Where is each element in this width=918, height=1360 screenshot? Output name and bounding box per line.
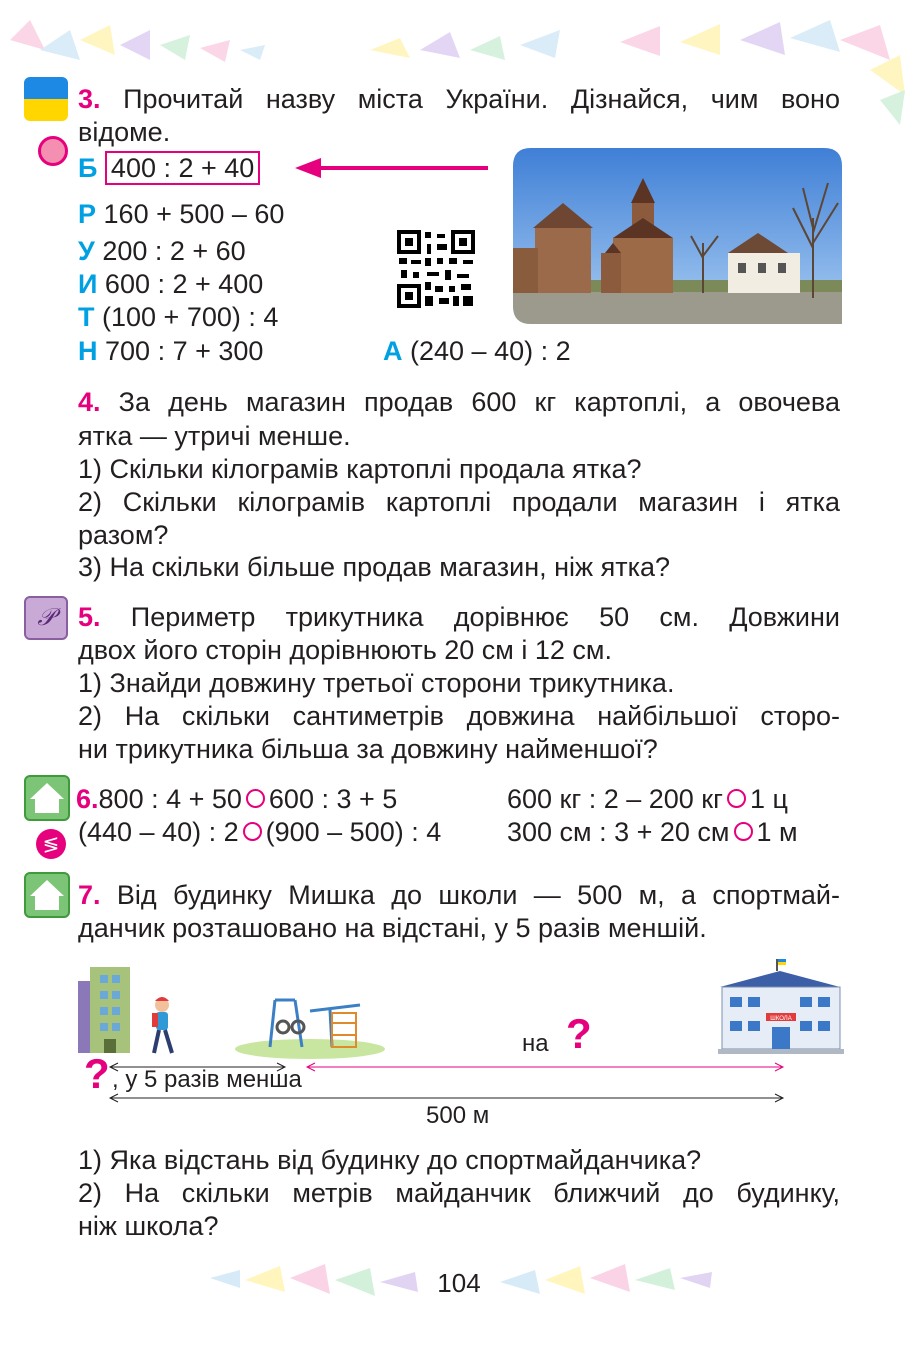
task4-q1: 1) Скільки кілограмів картоплі продала ятка? [78, 454, 642, 484]
task3-text: Прочитай назву міста України. Дізнайся, чим воно [123, 84, 840, 114]
task6-row2-right: 300 см : 3 + 20 см 1 м [507, 817, 798, 847]
page-number: 104 [437, 1268, 481, 1298]
distance-label: 500 м [426, 1102, 490, 1129]
task5-line2: двох його сторін дорівнюють 20 см і 12 см. [78, 635, 612, 665]
city-photo [513, 148, 842, 324]
distance-illustration [70, 955, 850, 1125]
compare-circle[interactable] [243, 822, 262, 841]
task7-q2-cont: ніж школа? [78, 1211, 219, 1241]
boy-icon [152, 997, 172, 1053]
question-mark-icon: ? [566, 1010, 592, 1057]
task4-line1: 4. За день магазин продав 600 кг картоплі, а овочева [78, 387, 840, 417]
less-label: , у 5 разів менша [112, 1066, 302, 1093]
qr-code-icon[interactable] [397, 230, 475, 308]
task3-item-a: А (240 – 40) : 2 [383, 336, 571, 366]
task7-q2: 2) На скільки метрів майданчик ближчий до будинку, [78, 1178, 840, 1208]
task4-q2: 2) Скільки кілограмів картоплі продали магазин і ятка [78, 487, 840, 517]
task3-item-r: Р 160 + 500 – 60 [78, 199, 285, 229]
answer-box: 400 : 2 + 40 [105, 151, 260, 185]
flag-icon [24, 77, 68, 121]
task3-number: 3. [78, 84, 101, 114]
arrow-left-icon [293, 156, 493, 180]
home-task-icon [24, 872, 70, 918]
task3-item-n: Н 700 : 7 + 300 [78, 336, 264, 366]
task5-q1: 1) Знайди довжину третьої сторони трикутника. [78, 668, 675, 698]
task6-row1: 6.800 : 4 + 50 600 : 3 + 5 [76, 784, 398, 814]
task4-line2: ятка — утричі менше. [78, 421, 351, 451]
task5-number: 5. [78, 602, 101, 632]
task5-q2-cont: ни трикутника більша за довжину найменшої? [78, 734, 658, 764]
task4-number: 4. [78, 387, 101, 417]
task7-line1: 7. Від будинку Мишка до школи — 500 м, а спортмай- [78, 880, 840, 910]
question-mark-icon: ? [84, 1050, 110, 1097]
school-sign: ШКОЛА [770, 1016, 792, 1022]
task6-row2: (440 – 40) : 2 (900 – 500) : 4 [78, 817, 442, 847]
repeat-icon [38, 136, 68, 166]
task3-item-y: И 600 : 2 + 400 [78, 269, 264, 299]
task4-q3: 3) На скільки більше продав магазин, ніж ятка? [78, 552, 671, 582]
na-label: на [522, 1030, 549, 1057]
task6-number: 6. [76, 784, 99, 814]
task3-line2: відоме. [78, 117, 171, 147]
task3-line1 [78, 82, 840, 116]
home-task-icon [24, 775, 70, 821]
perimeter-icon: 𝒫 [24, 596, 68, 640]
school-icon [718, 959, 844, 1054]
task4-q2-cont: разом? [78, 520, 169, 550]
compare-icon: ≶ [36, 829, 66, 859]
task5-q2: 2) На скільки сантиметрів довжина найбільшої сторо- [78, 701, 840, 731]
task7-line2: данчик розташовано на відстані, у 5 разів меншій. [78, 913, 707, 943]
playground-icon [235, 1000, 385, 1059]
task3-item-u: У 200 : 2 + 60 [78, 236, 246, 266]
compare-circle[interactable] [246, 789, 265, 808]
task6-row1-right: 600 кг : 2 – 200 кг 1 ц [507, 784, 788, 814]
task3-item-b: Б 400 : 2 + 40 [78, 151, 260, 185]
compare-circle[interactable] [734, 822, 753, 841]
task5-line1: 5. Периметр трикутника дорівнює 50 см. Довжини [78, 602, 840, 632]
compare-circle[interactable] [727, 789, 746, 808]
apartment-building-icon [78, 967, 130, 1053]
task3-item-t: Т (100 + 700) : 4 [78, 302, 279, 332]
task7-number: 7. [78, 880, 101, 910]
task7-q1: 1) Яка відстань від будинку до спортмайданчика? [78, 1145, 702, 1175]
